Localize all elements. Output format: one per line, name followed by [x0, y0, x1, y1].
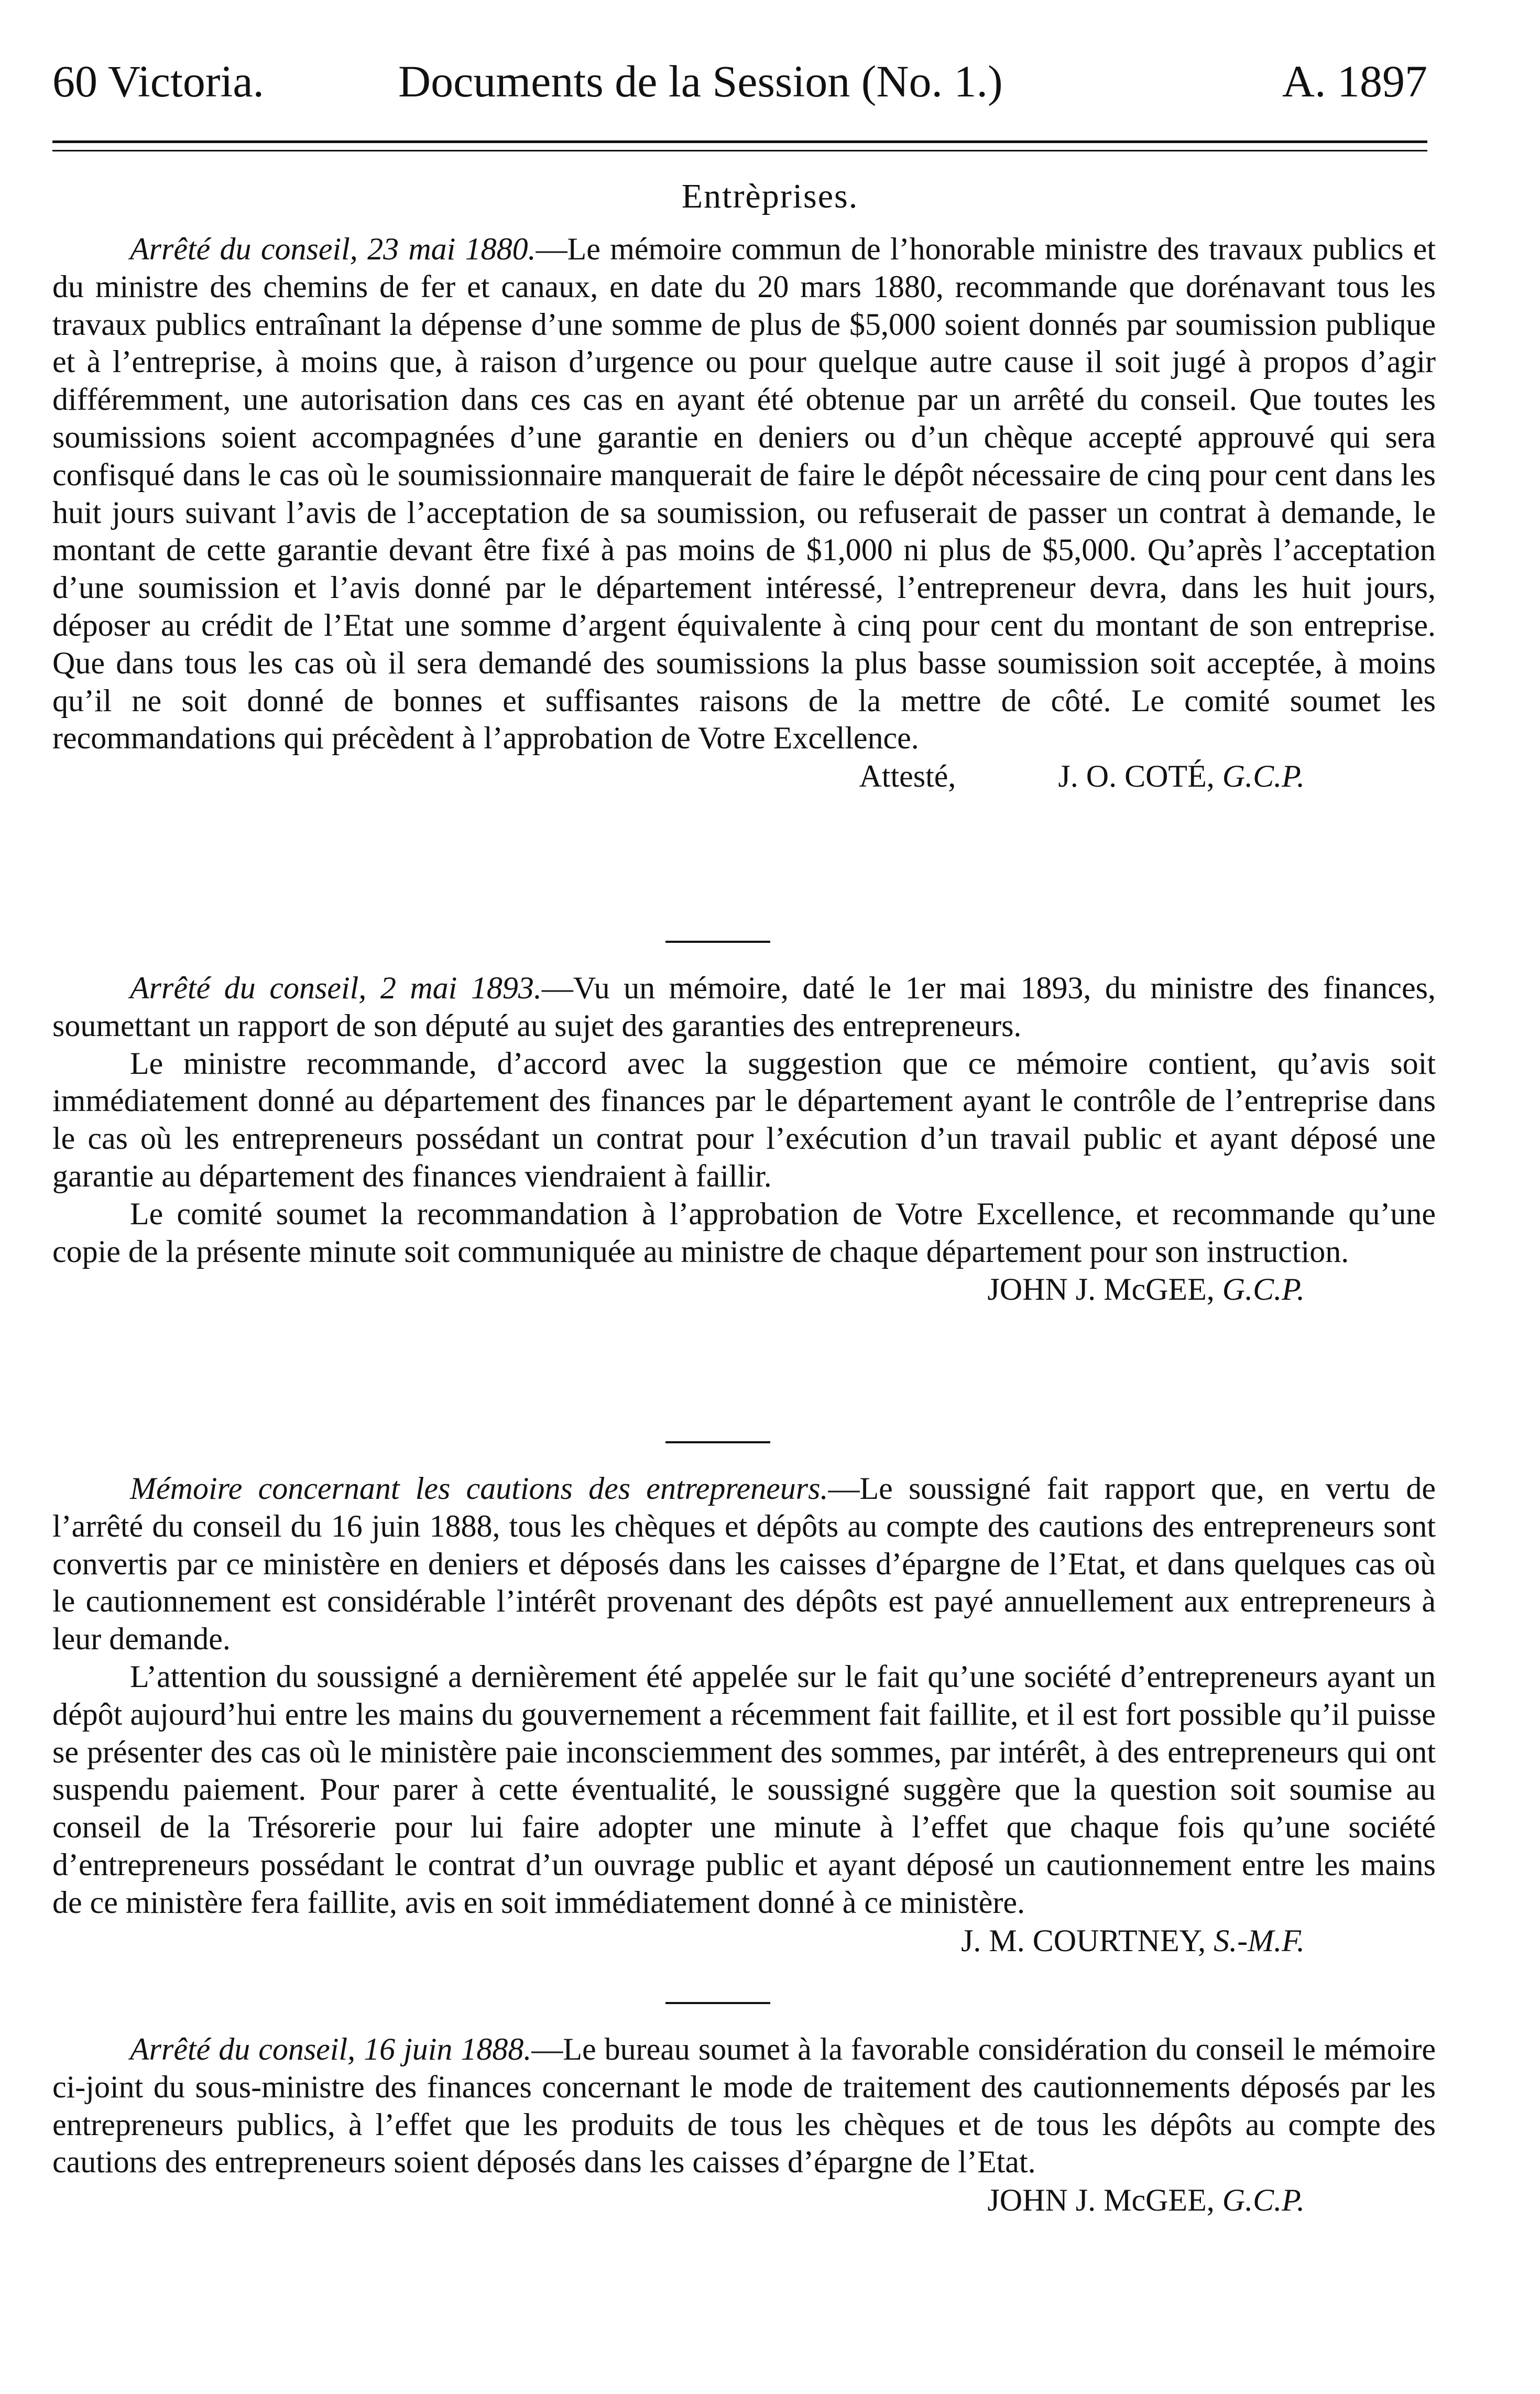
- signature-block: [52, 2181, 1436, 2219]
- header-left: 60 Victoria.: [52, 56, 265, 106]
- paragraph: Le ministre recommande, d’accord avec la suggestion que ce mémoire contient, qu’avis soit immédiatement donné au département des finances par le département ayant le contrôle de l’entreprise dans le cas où les entrepreneurs possédant un contrat pour l’exécution d’un travail public et ayant déposé une garantie au département des finances viendraient à faillir.: [52, 1046, 1436, 1193]
- header-center: Documents de la Session (No. 1.): [398, 56, 1003, 106]
- signature-title: G.C.P.: [1222, 2183, 1305, 2218]
- signature-title: G.C.P.: [1222, 759, 1305, 794]
- header-rule-thick: [52, 140, 1427, 143]
- header-right: A. 1897: [1282, 56, 1427, 106]
- paragraph-text: —Vu un mémoire, daté le 1er mai 1893, du ministre des finances, soumettant un rapport de son député au sujet des garanties des entrepreneurs.: [52, 971, 1436, 1043]
- paragraph-text: —Le mémoire commun de l’honorable ministre des travaux publics et du ministre des chemins de fer et canaux, en date du 20 mars 1880, recommande que dorénavant tous les travaux publics entraînant la dépense d’une somme de plus de $5,000 soient donnés par soumission publique et à l’entreprise, à moins que, à raison d’urgence ou pour quelque autre cause il soit jugé à propos d’agir différemment, une autorisation dans ces cas en ayant été obtenue par un arrêté du conseil. Que toutes les soumissions soient accompagnées d’une garantie en deniers ou d’un chèque accepté approuvé qui sera confisqué dans le cas où le soumissionnaire manquerait de faire le dépôt nécessaire de cinq pour cent dans les huit jours suivant l’avis de l’acceptation de sa soumission, ou refuserait de passer un contrat à demande, le montant de cette garantie devant être fixé à pas moins de $1,000 ni plus de $5,000. Qu’après l’acceptation d’une soumission et l’avis donné par le département intéressé, l’entrepreneur devra, dans les huit jours, déposer au crédit de l’Etat une somme d’argent équivalente à cinq pour cent du montant de son entreprise. Que dans tous les cas où il sera demandé des soumissions la plus basse soumission soit acceptée, à moins qu’il ne soit donné de bonnes et suffisantes raisons de la mettre de côté. Le comité soumet les recommandations qui précèdent à l’approbation de Votre Excellence.: [52, 232, 1436, 756]
- attest-label: Attesté,: [859, 759, 956, 794]
- signature-block: [52, 757, 1436, 795]
- paragraph: [52, 970, 1436, 1045]
- paragraph: Le comité soumet la recommandation à l’approbation de Votre Excellence, et recommande qu’une copie de la présente minute soit communiquée au ministre de chaque département pour son instruction.: [52, 1196, 1436, 1269]
- section-title: Entrèprises.: [681, 177, 859, 215]
- paragraph: [52, 231, 1436, 757]
- signature-name: J. O. COTÉ,: [1058, 759, 1215, 794]
- signature-block: [52, 1270, 1436, 1308]
- section-lead: Mémoire concernant les cautions des entrepreneurs.: [130, 1471, 828, 1506]
- signature-block: [52, 1922, 1436, 1960]
- running-head: [52, 50, 1427, 113]
- signature-name: JOHN J. McGEE,: [987, 1272, 1215, 1307]
- section-divider: [665, 941, 770, 943]
- section-memoire-cautions: [52, 1470, 1436, 1960]
- section-divider: [665, 1441, 770, 1443]
- paragraph: [52, 2031, 1436, 2181]
- section-lead: Arrêté du conseil, 16 juin 1888.: [130, 2032, 532, 2066]
- signature-name: J. M. COURTNEY,: [961, 1923, 1206, 1958]
- section-arrete-1893: [52, 970, 1436, 1308]
- paragraph-text: —Le bureau soumet à la favorable considération du conseil le mémoire ci-joint du sous-ministre des finances concernant le mode de traitement des cautionnements déposés par les entrepreneurs publics, à l’effet que les produits de tous les chèques et de tous les dépôts au compte des cautions des entrepreneurs soient déposés dans les caisses d’épargne de l’Etat.: [52, 2032, 1436, 2180]
- paragraph: [52, 1470, 1436, 1658]
- header-rule-thin: [52, 150, 1427, 151]
- section-divider: [665, 2002, 770, 2004]
- section-lead: Arrêté du conseil, 23 mai 1880.: [130, 232, 536, 266]
- section-arrete-1880: [52, 231, 1436, 795]
- paragraph-text: —Le soussigné fait rapport que, en vertu de l’arrêté du conseil du 16 juin 1888, tous les chèques et dépôts au compte des cautions des entrepreneurs sont convertis par ce ministère en deniers et déposés dans les caisses d’épargne de l’Etat, et dans quelques cas où le cautionnement est considérable l’intérêt provenant des dépôts est payé annuellement aux entrepreneurs à leur demande.: [52, 1471, 1436, 1657]
- signature-title: S.-M.F.: [1214, 1923, 1305, 1958]
- signature-title: G.C.P.: [1222, 1272, 1305, 1307]
- section-lead: Arrêté du conseil, 2 mai 1893.: [130, 971, 542, 1005]
- signature-name: JOHN J. McGEE,: [987, 2183, 1215, 2218]
- paragraph: L’attention du soussigné a dernièrement été appelée sur le fait qu’une société d’entrepreneurs ayant un dépôt aujourd’hui entre les mains du gouvernement a récemment fait faillite, et il est fort possible qu’il puisse se présenter des cas où le ministère paie inconsciemment des sommes, par intérêt, à des entrepreneurs qui ont suspendu paiement. Pour parer à cette éventualité, le soussigné suggère que la question soit soumise au conseil de la Trésorerie pour lui faire adopter une minute à l’effet que chaque fois qu’une société d’entrepreneurs possédant le contrat d’un ouvrage public et ayant déposé un cautionnement entre les mains de ce ministère fera faillite, avis en soit immédiatement donné à ce ministère.: [52, 1659, 1436, 1920]
- section-arrete-1888: [52, 2031, 1436, 2219]
